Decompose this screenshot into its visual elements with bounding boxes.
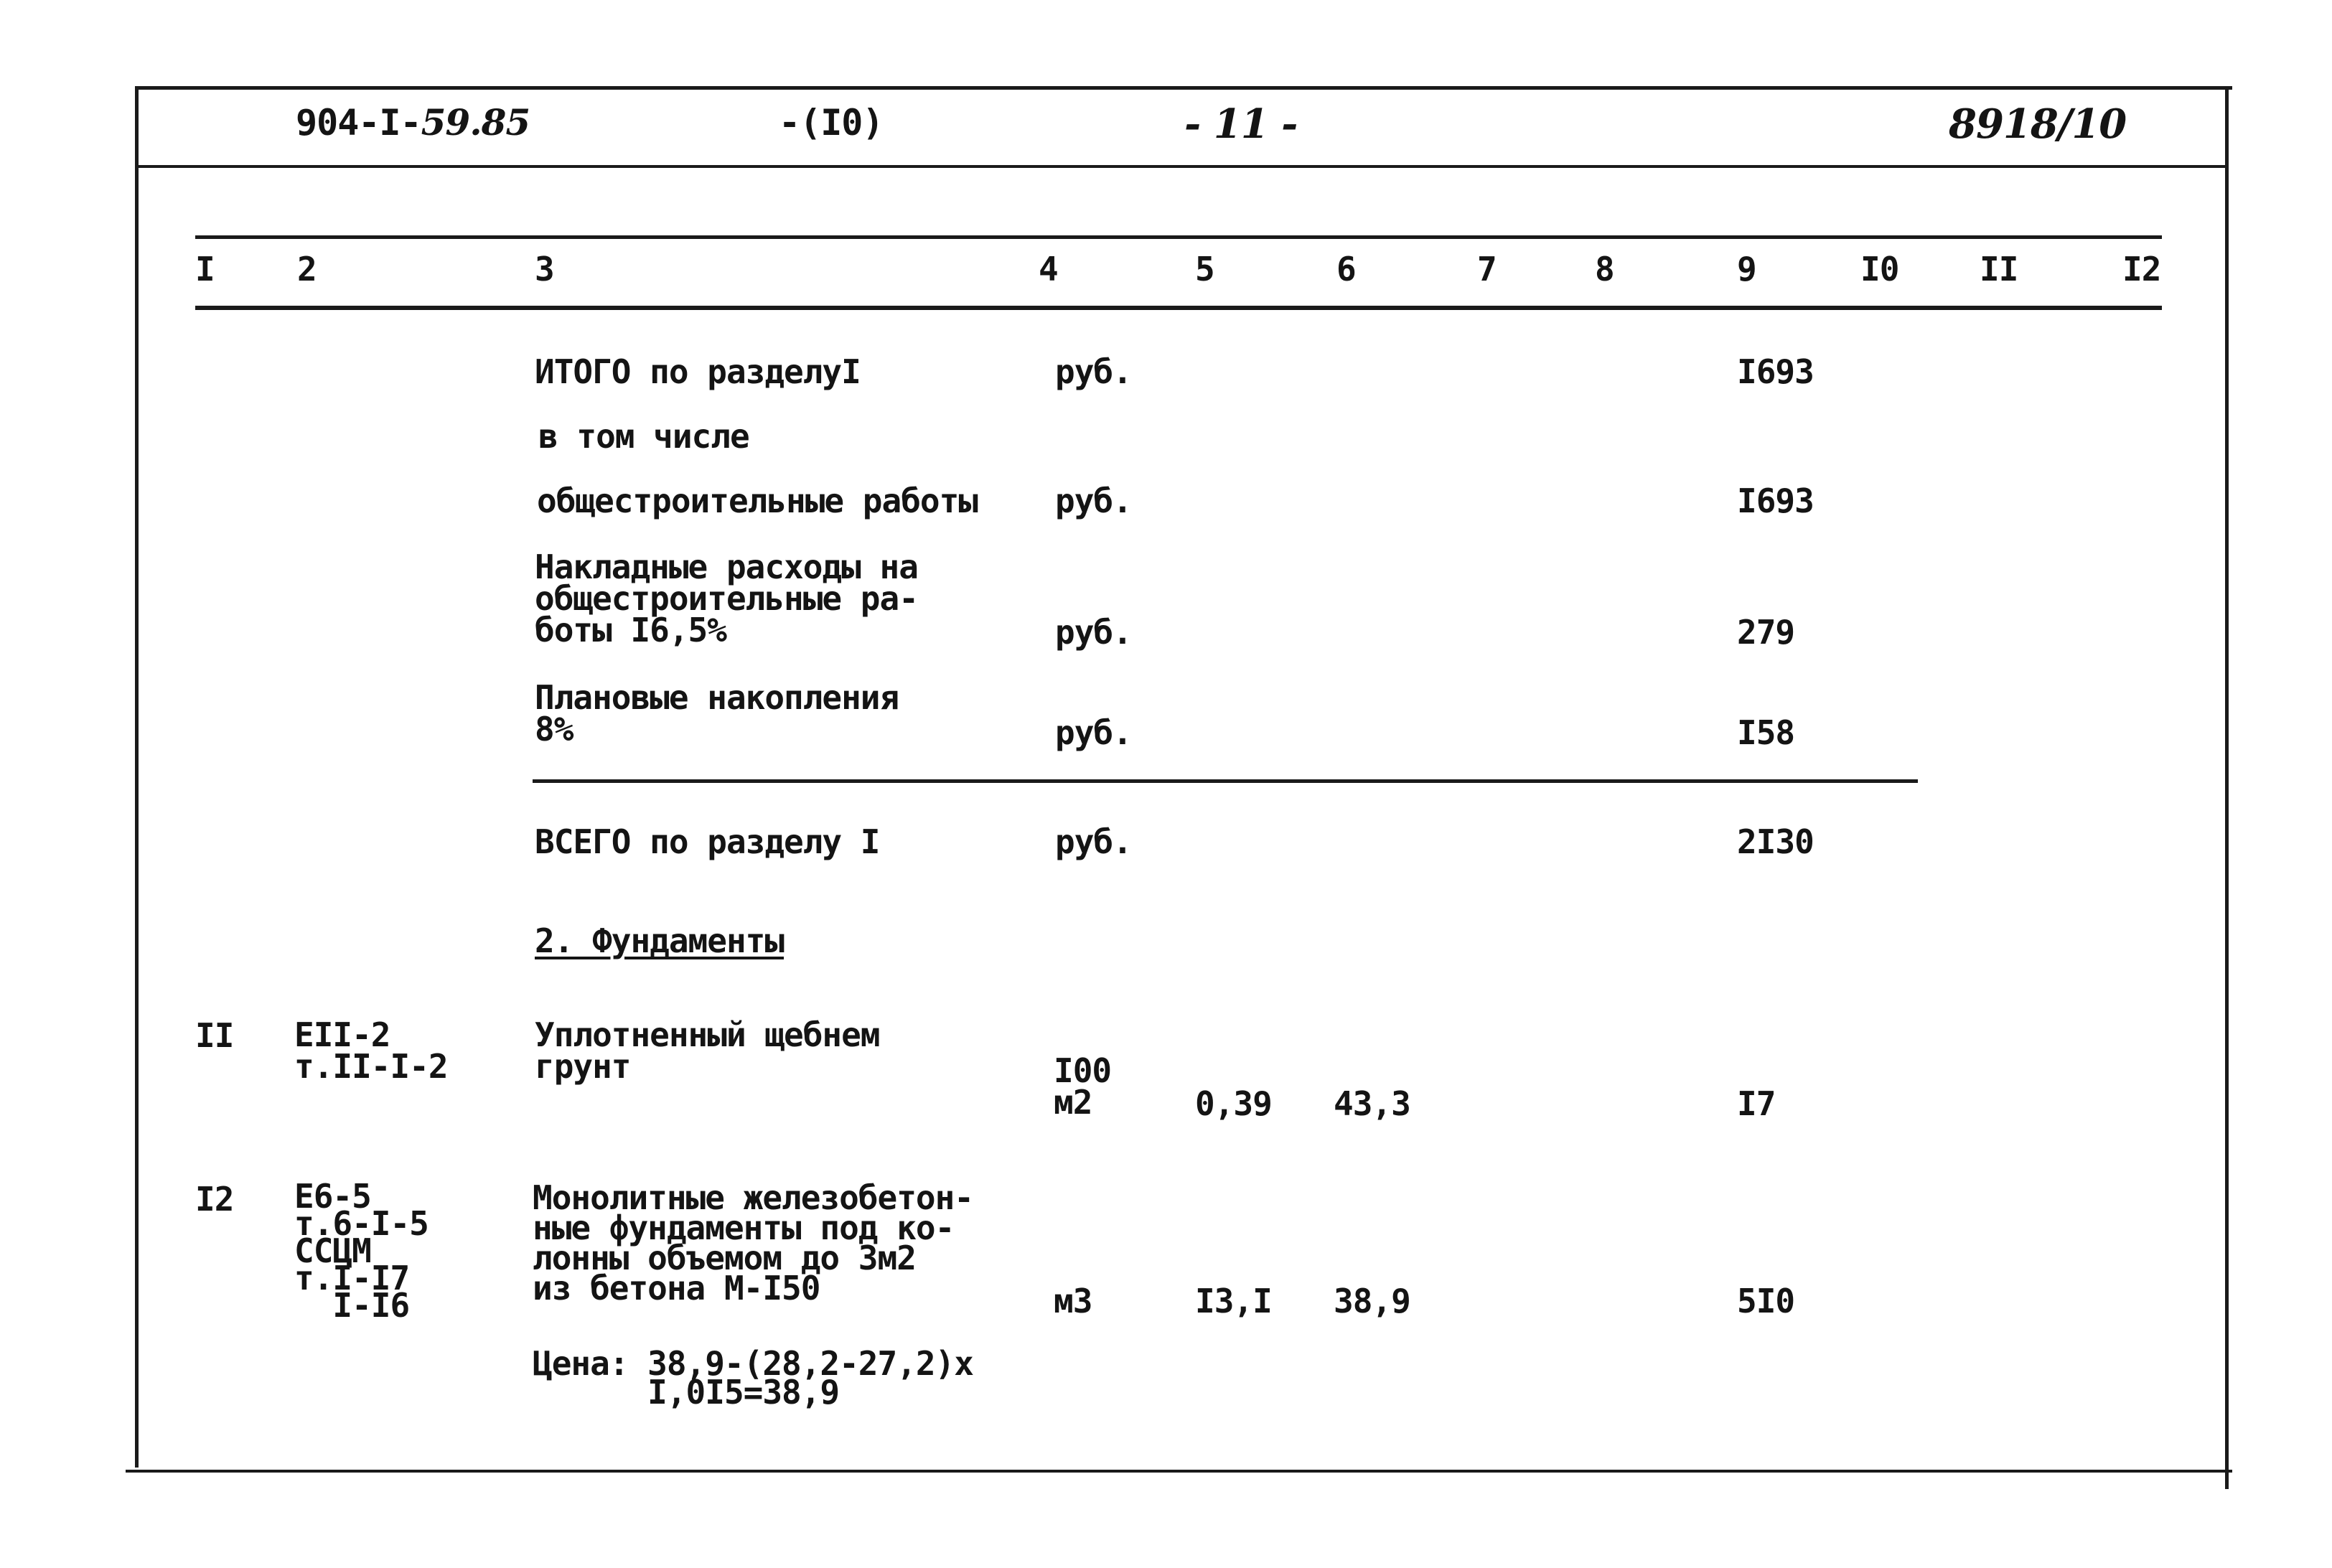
col-header-6: 6 (1336, 250, 1356, 288)
document-code-hand: 59.85 (421, 101, 530, 144)
col-header-3: 3 (535, 250, 554, 288)
item-11-name: Уплотненный щебнем грунт (535, 1015, 880, 1086)
col-header-1: I (195, 250, 215, 288)
summary-overhead-label: Накладные расходы на общестроительные ра- боты I6,5% (535, 548, 918, 649)
grand-total-unit: руб. (1055, 822, 1132, 861)
item-11-unit: I00 м2 (1054, 1051, 1112, 1122)
document-code-print: 904-I- (296, 102, 421, 144)
item-11-total: I7 (1737, 1084, 1776, 1123)
page-number: - 11 - (1184, 100, 1298, 148)
item-12-code: E6-5 т.6-I-5 ССЦМ т.I-I7 I-I6 (294, 1177, 429, 1325)
col-header-9: 9 (1737, 250, 1756, 288)
col-header-12: I2 (2122, 250, 2161, 288)
col-header-7: 7 (1477, 250, 1497, 288)
item-12-name: Монолитные железобетон- ные фундаменты под ко- лонны объемом до 3м2 из бетона М-I50 (533, 1178, 973, 1308)
frame-bottom-border (126, 1470, 2232, 1473)
section-2-title: 2. Фундаменты (535, 921, 785, 960)
grand-total-rule (533, 779, 1918, 783)
item-11-price: 43,3 (1334, 1084, 1410, 1123)
summary-planned-savings-value: I58 (1737, 713, 1795, 752)
frame-top-border (136, 86, 2232, 90)
item-12-quantity: I3,I (1195, 1282, 1272, 1320)
item-11-code: EII-2 т.II-I-2 (294, 1015, 448, 1086)
col-header-8: 8 (1595, 250, 1614, 288)
col-header-4: 4 (1039, 250, 1058, 288)
item-12-unit: м3 (1054, 1282, 1092, 1320)
summary-overhead-unit: руб. (1055, 613, 1132, 652)
document-code (296, 101, 530, 144)
table-header-bottom-rule (195, 306, 2162, 310)
summary-planned-savings-label: Плановые накопления 8% (535, 678, 899, 748)
col-header-11: II (1980, 250, 2018, 288)
sheet-reference: 8918/10 (1949, 100, 2127, 148)
summary-general-works-label: общестроительные работы (537, 482, 978, 520)
item-12-total: 5I0 (1737, 1282, 1795, 1320)
col-header-10: I0 (1860, 250, 1899, 288)
summary-including-label: в том числе (538, 417, 749, 456)
item-11-number: II (195, 1016, 234, 1055)
frame-right-border (2225, 86, 2229, 1489)
summary-general-works-unit: руб. (1055, 482, 1132, 520)
item-12-price: 38,9 (1334, 1282, 1410, 1320)
item-12-number: I2 (195, 1180, 234, 1219)
col-header-2: 2 (297, 250, 317, 288)
summary-total-unit: руб. (1055, 352, 1132, 391)
summary-planned-savings-unit: руб. (1055, 713, 1132, 752)
summary-total-value: I693 (1737, 352, 1814, 391)
col-header-5: 5 (1195, 250, 1214, 288)
summary-total-label: ИТОГО по разделуI (535, 352, 861, 391)
summary-general-works-value: I693 (1737, 482, 1814, 520)
table-header-top-rule (195, 235, 2162, 239)
summary-overhead-value: 279 (1737, 613, 1795, 652)
item-12-price-note: Цена: 38,9-(28,2-27,2)х I,0I5=38,9 (533, 1344, 973, 1412)
frame-left-border (135, 86, 139, 1468)
section-number: -(I0) (779, 102, 884, 144)
item-11-quantity: 0,39 (1195, 1084, 1272, 1123)
grand-total-value: 2I30 (1737, 822, 1814, 861)
header-separator (136, 165, 2229, 168)
grand-total-label: ВСЕГО по разделу I (535, 822, 880, 861)
